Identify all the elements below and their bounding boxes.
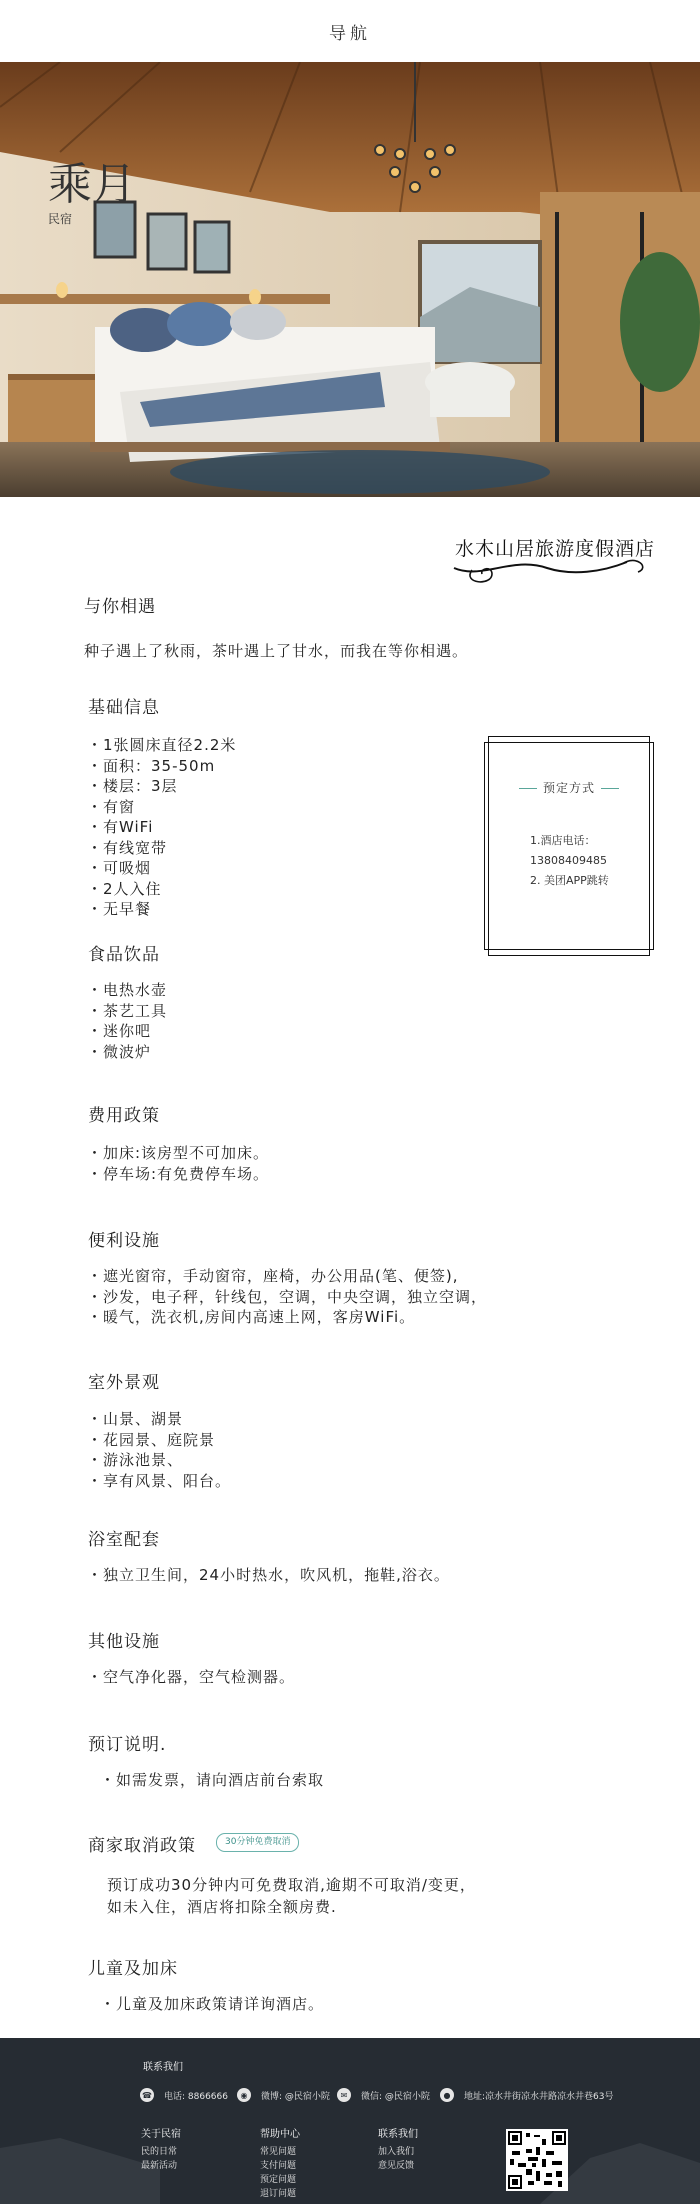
booking-title: 预定方式 — [542, 781, 595, 795]
basic-info-heading: 基础信息 — [88, 698, 160, 718]
list-item: ・面积：35-50m — [87, 756, 216, 775]
footer-wechat[interactable]: ✉ 微信: @民宿小院 — [337, 2088, 430, 2102]
list-item: ・独立卫生间，24小时热水，吹风机，拖鞋,浴衣。 — [87, 1566, 450, 1584]
footer-link[interactable]: 民的日常 — [141, 2147, 178, 2157]
footer-address: ● 地址:凉水井街凉水井路凉水井巷63号 — [440, 2088, 614, 2102]
footer-link[interactable]: 意见反馈 — [378, 2161, 415, 2171]
wechat-icon: ✉ — [337, 2088, 351, 2102]
children-list — [100, 1994, 324, 2015]
list-item: ・花园景、庭院景 — [87, 1430, 216, 1449]
footer-col-help — [260, 2128, 300, 2201]
footer — [0, 2038, 700, 2204]
list-item: ・停车场:有免费停车场。 — [87, 1164, 270, 1183]
basic-info-list — [87, 735, 236, 920]
intro-heading: 与你相遇 — [84, 597, 156, 617]
fees-list — [87, 1143, 269, 1184]
list-item: ・可吸烟 — [87, 859, 152, 877]
list-item: ・电热水壶 — [87, 981, 168, 999]
weibo-icon: ◉ — [237, 2088, 251, 2102]
list-item: ・迷你吧 — [87, 1022, 152, 1040]
logo-subtext: 民宿 — [48, 212, 73, 226]
footer-background — [0, 2038, 700, 2204]
list-item: ・儿童及加床政策请详询酒店。 — [100, 1995, 325, 2013]
list-item: ・享有风景、阳台。 — [87, 1471, 232, 1490]
brand-logo — [48, 159, 136, 227]
bath-list — [87, 1565, 450, 1586]
booking-meituan-link[interactable]: 2. 美团APP跳转 — [530, 874, 609, 887]
decor-line — [519, 788, 537, 789]
list-item: ・空气净化器，空气检测器。 — [87, 1668, 296, 1686]
footer-col-head: 关于民宿 — [141, 2129, 181, 2140]
hotel-room-illustration — [0, 62, 700, 497]
footer-link[interactable]: 支付问题 — [260, 2161, 297, 2171]
cancel-text-line1: 预订成功30分钟内可免费取消,逾期不可取消/变更， — [107, 1876, 476, 1894]
location-icon: ● — [440, 2088, 454, 2102]
reserve-list — [100, 1770, 324, 1791]
flourish-ornament — [452, 550, 652, 590]
list-item: ・有窗 — [87, 797, 136, 816]
decor-line — [601, 788, 619, 789]
footer-link[interactable]: 预定问题 — [260, 2175, 297, 2185]
reserve-heading: 预订说明. — [88, 1735, 167, 1755]
footer-link[interactable]: 常见问题 — [260, 2147, 297, 2157]
other-list — [87, 1667, 295, 1688]
fees-heading: 费用政策 — [88, 1106, 160, 1126]
cancel-heading: 商家取消政策 — [88, 1836, 196, 1856]
food-list — [87, 980, 167, 1062]
facilities-heading: 便利设施 — [88, 1231, 160, 1251]
list-item: ・楼层：3层 — [87, 777, 178, 795]
booking-method-card — [488, 736, 650, 956]
booking-phone-number[interactable]: 13808409485 — [530, 854, 607, 867]
footer-link[interactable]: 退订问题 — [260, 2189, 297, 2199]
outdoor-list — [87, 1409, 231, 1491]
footer-title: 联系我们 — [143, 2062, 183, 2073]
outdoor-heading: 室外景观 — [88, 1373, 160, 1393]
footer-col-head: 联系我们 — [378, 2129, 418, 2140]
food-heading: 食品饮品 — [88, 945, 160, 965]
list-item: ・微波炉 — [87, 1042, 152, 1061]
list-item: ・无早餐 — [87, 900, 152, 918]
hero-image — [0, 62, 700, 497]
footer-col-contact — [378, 2128, 418, 2173]
footer-link[interactable]: 最新活动 — [141, 2161, 178, 2171]
footer-link[interactable]: 加入我们 — [378, 2147, 415, 2157]
children-heading: 儿童及加床 — [88, 1959, 178, 1979]
free-cancel-badge: 30分钟免费取消 — [216, 1833, 299, 1852]
facilities-list — [87, 1266, 487, 1328]
list-item: ・遮光窗帘，手动窗帘，座椅，办公用品(笔、便签), — [87, 1267, 459, 1285]
list-item: ・加床:该房型不可加床。 — [87, 1144, 270, 1162]
list-item: ・山景、湖景 — [87, 1410, 184, 1428]
list-item: ・如需发票，请向酒店前台索取 — [100, 1771, 325, 1789]
qr-code-icon — [506, 2129, 568, 2191]
list-item: ・1张圆床直径2.2米 — [87, 736, 237, 754]
bath-heading: 浴室配套 — [88, 1530, 160, 1550]
footer-weibo[interactable]: ◉ 微博: @民宿小院 — [237, 2088, 330, 2102]
phone-icon: ☎ — [140, 2088, 154, 2102]
intro-text: 种子遇上了秋雨，茶叶遇上了甘水，而我在等你相遇。 — [84, 642, 469, 660]
footer-phone[interactable]: ☎ 电话: 8866666 — [140, 2088, 228, 2102]
top-nav-bar — [0, 0, 700, 63]
logo-text: 乘月 — [48, 159, 136, 210]
list-item: ・沙发，电子秤，针线包，空调，中央空调，独立空调， — [87, 1287, 488, 1306]
list-item: ・有WiFi — [87, 818, 154, 836]
footer-col-head: 帮助中心 — [260, 2129, 300, 2140]
list-item: ・暖气，洗衣机,房间内高速上网，客房WiFi。 — [87, 1308, 416, 1326]
booking-phone-label: 1.酒店电话： — [530, 834, 596, 847]
footer-col-about — [141, 2128, 181, 2173]
other-heading: 其他设施 — [88, 1632, 160, 1652]
list-item: ・有线宽带 — [87, 838, 168, 857]
list-item: ・2人入住 — [87, 879, 162, 898]
hotel-name: 水木山居旅游度假酒店 — [455, 538, 656, 560]
list-item: ・游泳池景、 — [87, 1451, 184, 1469]
list-item: ・茶艺工具 — [87, 1001, 168, 1020]
nav-title[interactable]: 导航 — [329, 23, 371, 44]
cancel-text-line2: 如未入住，酒店将扣除全额房费. — [107, 1898, 337, 1916]
booking-items — [530, 831, 609, 891]
